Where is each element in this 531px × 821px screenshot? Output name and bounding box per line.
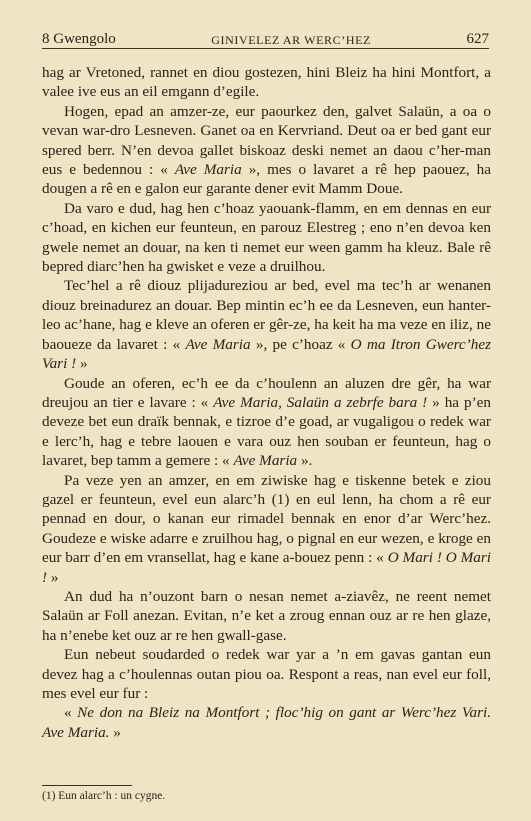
signature-mark: 8 Gwengolo [42,31,116,47]
page-number: 627 [466,31,489,47]
footnote-rule [42,785,132,786]
paragraph-5: Goude an oferen, ec’h ee da c’houlenn an aluzen dre gêr, ha war dreujou an tier e lavare : « Ave Maria, Salaün a zebrfe bara ! » ha p’en deveze bet eun draïk bennak, e tizroe d’e goad, ar vugaligou o redek war e lerc’h, hag e tebre laouen e vara ouz hen souban er feunteun, hag o lavaret, bep tamm a gemere : « Ave Maria ». [42,374,491,470]
paragraph-6: Pa veze yen an amzer, en em ziwiske hag e tiskenne betek e ziou gazel er feunteun, evel eun alarc’h (1) en eul lenn, ha chom a rê eur pennad en dour, o kanan eur rimadel bennak en enor d’ar Werc’hez. Goudeze e wiske adarre e zruilhou hag, o pignal en eur wezen, e kroge en eur barr d’en em vransellat, hag e kane a-bouez penn : « O Mari ! O Mari ! » [42,471,492,586]
running-header [42,22,489,49]
paragraph-4: Tec’hel a rê diouz plijadureziou ar bed, evel ma tec’h ar wenanen diouz breinadurez an douar. Bep mintin ec’h ee da Lesneven, eun hanter-leo ac’hane, hag e kleve an oferen er gêr-ze, ha keit ha ma veze en iliz, ne baoueze da lavaret : « Ave Maria », pe c’hoaz « O ma Itron Gwerc’hez Vari ! » [42,277,491,373]
paragraph-7: An dud ha n’ouzont barn o nesan nemet a-ziavêz, ne reent nemet Salaün ar Foll anezan. Evitan, n’e ket a zroug ennan ouz ar re hen glaze, ha n’enebe ket ouz ar re hen gwall-gase. [42,587,491,644]
body-text [42,63,491,742]
paragraph-3: Da varo e dud, hag hen c’hoaz yaouank-flamm, en em dennas en eur c’hoad, en kichen eur feunteun, en parouz Elestreg ; eno n’en devoa ken gwele nemet an douar, na ken ti nemet eur ween gamm ha kleuz. Bale rê bepred diarc’hen ha gwisket e veze a druilhou. [42,199,491,276]
paragraph-8: Eun nebeut soudarded o redek war yar a ’n em gavas gantan eun devez hag a c’houlennas outan piou oa. Respont a reas, nan evel eur foll, mes evel eur fur : [42,646,491,702]
footnote: (1) Eun alarc’h : un cygne. [42,790,166,802]
paragraph-1: hag ar Vretoned, rannet en diou gostezen, hini Bleiz ha hini Montfort, a valee ive eus an eil emgann d’egile. [42,64,491,101]
running-title: GINIVELEZ AR WERC’HEZ [211,33,371,47]
paragraph-2: Hogen, epad an amzer-ze, eur paourkez den, galvet Salaün, a oa o vevan war-dro Lesneven. Ganet oa en Kervriand. Deut oa er bed gant eur spered berr. N’en devoa gallet biskoaz deski nemet an daou c’her-man eus e bedennou : « Ave Maria », mes o lavaret a rê hep paouez, ha dougen a rê en e galon eur garante dener evit Mamm Doue. [42,102,492,198]
paragraph-9: « Ne don na Bleiz na Montfort ; floc’hig on gant ar Werc’hez Vari. Ave Maria. » [42,704,491,741]
